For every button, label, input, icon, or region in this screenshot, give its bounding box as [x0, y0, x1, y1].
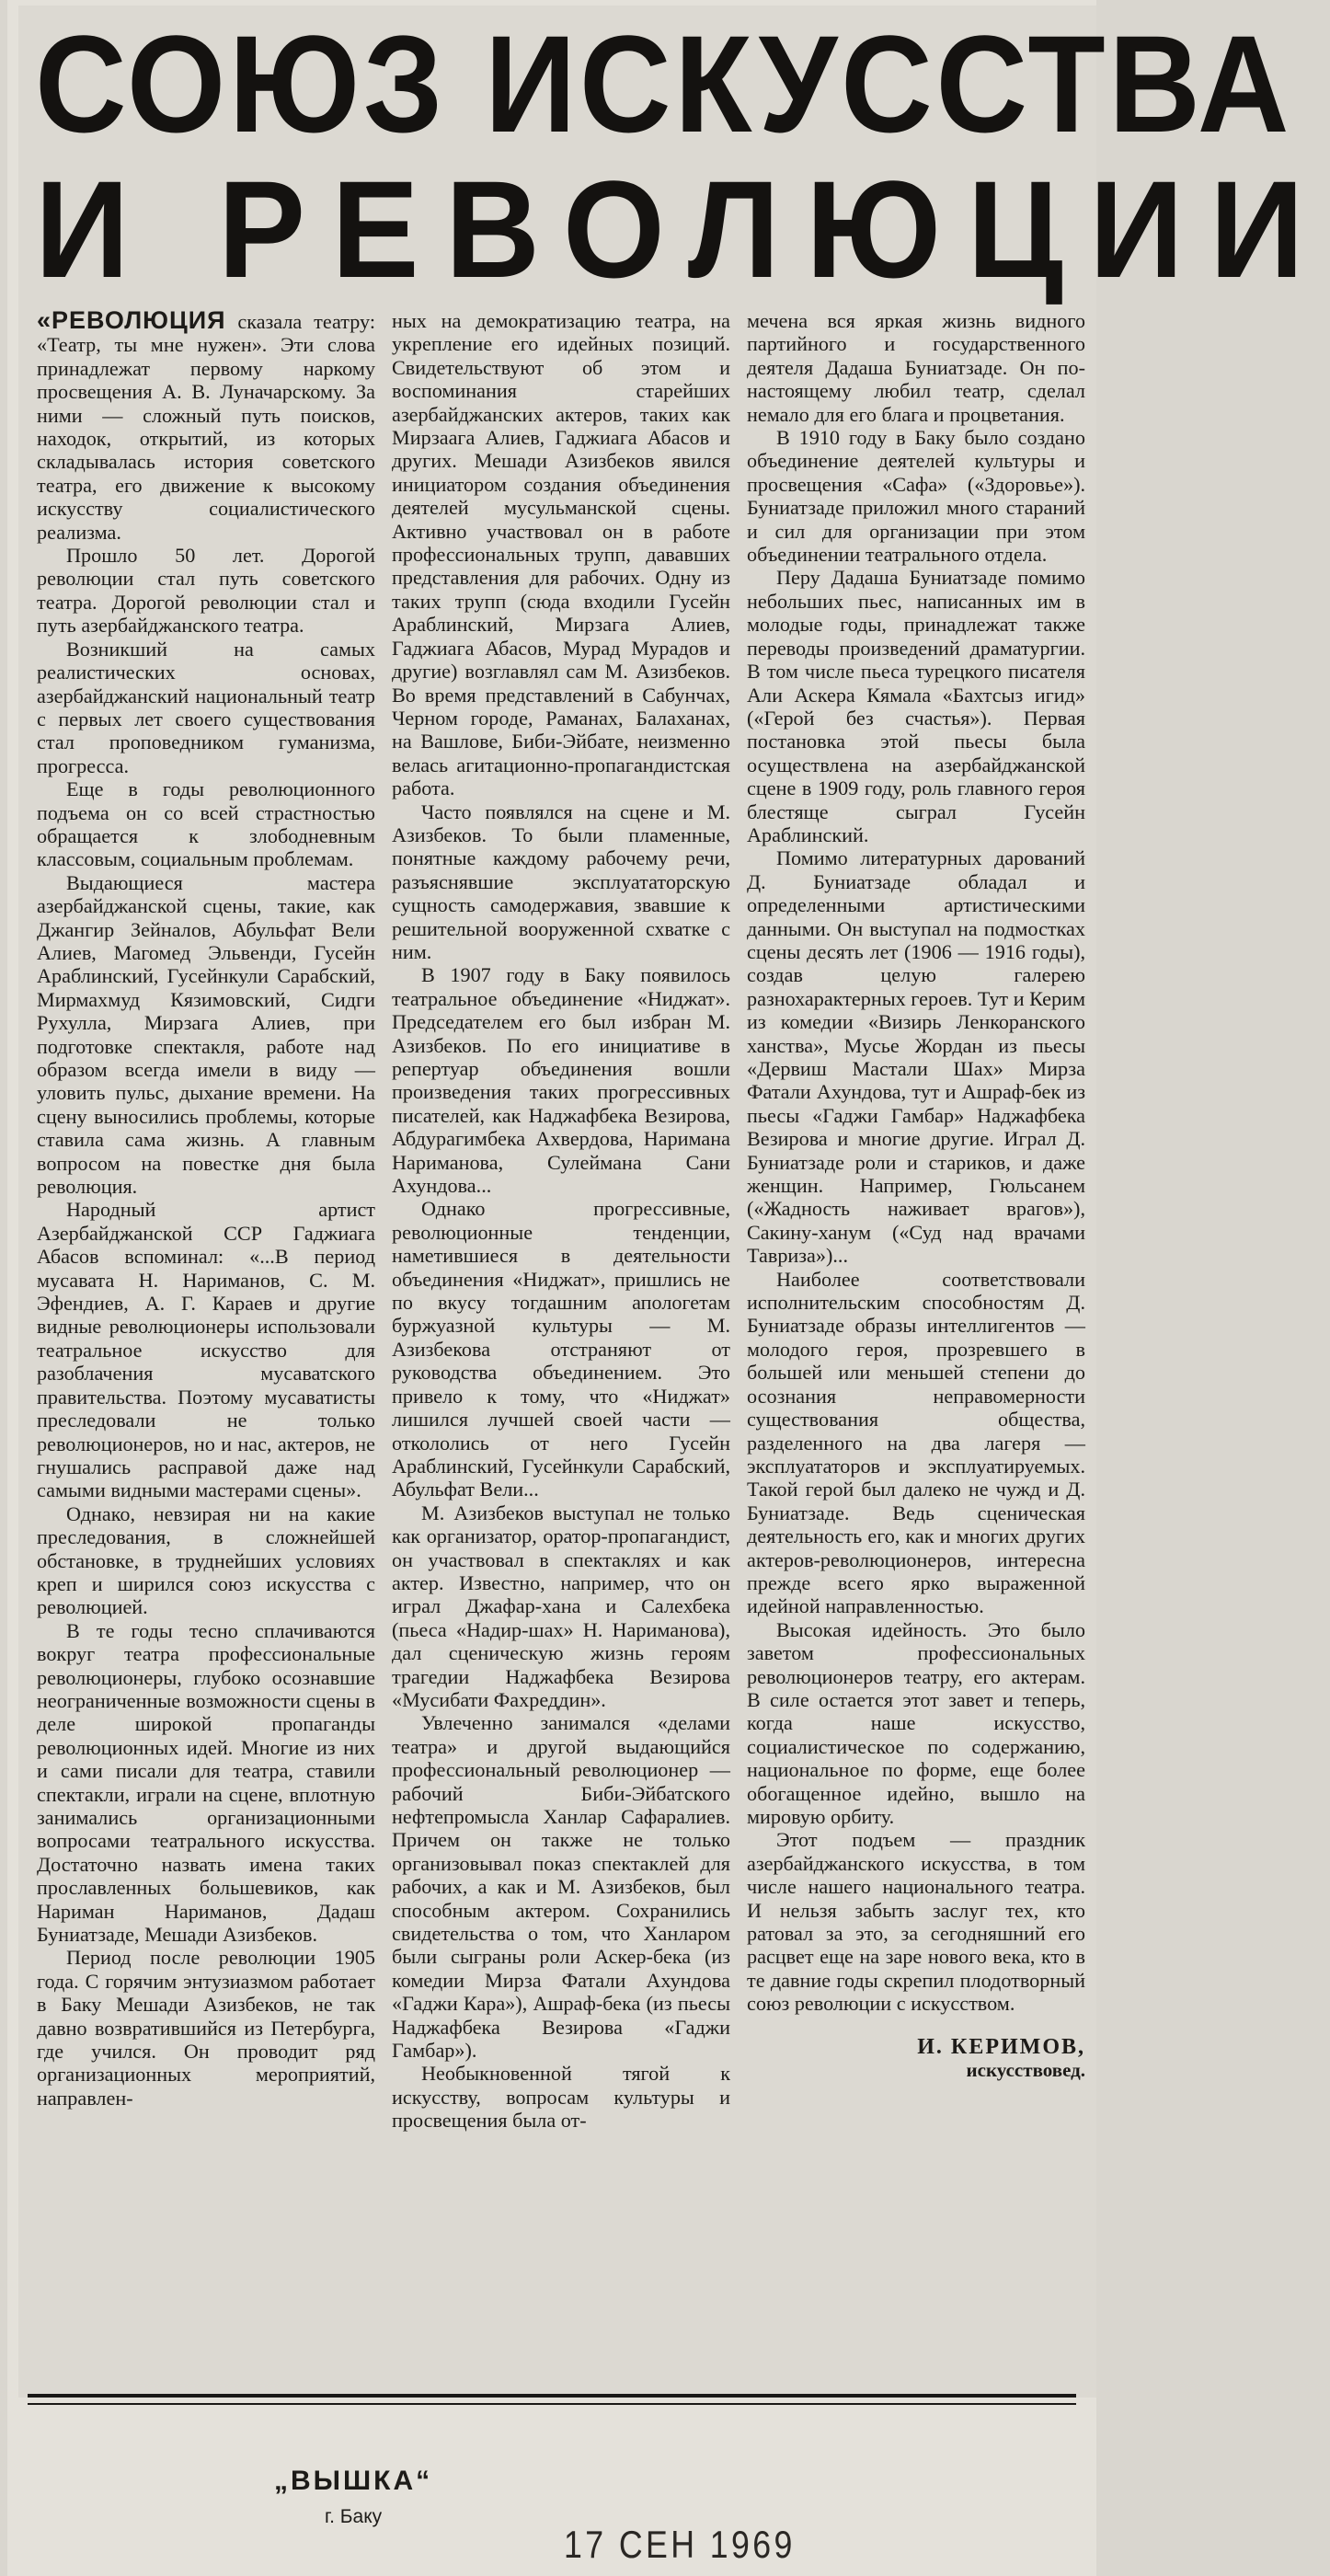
paragraph-text: мечена вся яркая жизнь видного партийного и государственного деятеля Дадаша Буниатзаде. Он по-настоящему любил театр, сделал немало для его блага и процветания.	[747, 309, 1085, 426]
paragraph-text: Перу Дадаша Буниатзаде помимо небольших пьес, написанных им в молодые годы, принадлежат также переводы произведений драматургии. В том числе пьеса турецкого писателя Али Аскера Кямала «Бахтсыз игид» («Герой без счастья»). Первая постановка этой пьесы была осуществлена на азербайджанской сцене в 1909 году, роль главного героя блестяще сыграл Гусейн Араблинский.	[747, 566, 1085, 846]
article-paragraph	[392, 1197, 730, 1501]
paragraph-text: Наиболее соответствовали исполнительским способностям Д. Буниатзаде образы интеллигентов — молодого героя, прозревшего в большей или меньшей степени до осознания неправомерности существования общества, разделенного на два лагеря — эксплуататоров и эксплуатируемых. Такой герой был далеко не чужд и Д. Буниатзаде. Ведь сценическая деятельность его, как и многих других актеров-революционеров, интересна прежде всего ярко выраженной идейной направленностью.	[747, 1267, 1085, 1618]
article-paragraph	[392, 963, 730, 1197]
author-signature	[747, 2036, 1085, 2083]
column-3-paragraphs	[747, 309, 1085, 2016]
article-paragraph	[747, 1618, 1085, 1829]
headline-line-2: И РЕВОЛЮЦИИ	[35, 152, 1330, 306]
paragraph-text: Необыкновенной тягой к искусству, вопросам культуры и просвещения была от-	[392, 2062, 730, 2133]
article-paragraph	[747, 309, 1085, 426]
date-stamp: 17 СЕН 1969	[564, 2523, 796, 2566]
article-body	[37, 306, 1085, 2186]
paragraph-text: Увлеченно занимался «делами театра» и другой выдающийся профессиональный революционер — рабочий Биби-Эйбатского нефтепромысла Ханлар Сафаралиев. Причем он также не только организовывал показ спектаклей для рабочих, а как и М. Азизбеков, был способным актером. Сохранились свидетельства о том, что Ханларом были сыграны роли Аскер-бека (из комедии Мирза Фатали Ахундова «Гаджи Кара»), Ашраф-бека (из пьесы Наджафбека Везирова «Гаджи Гамбар»).	[392, 1711, 730, 2063]
paragraph-text: Этот подъем — праздник азербайджанского искусства, в том числе нашего национального театра. И нельзя забыть заслуг тех, кто ратовал за это, за сегодняшний его расцвет еще на заре нового века, кто в те давние годы скрепил плодотворный союз революции с искусством.	[747, 1828, 1085, 2016]
bottom-rule-thin	[28, 2403, 1076, 2405]
paragraph-text: Часто появлялся на сцене и М. Азизбеков. То были пламенные, понятные каждому рабочему речи, разъяснявшие эксплуататорскую сущность самодержавия, звавшие к решительной вооруженной схватке с ним.	[392, 799, 730, 963]
article-paragraph	[37, 306, 375, 544]
paragraph-text: Помимо литературных дарований Д. Буниатзаде обладал и определенными артистическими данными. Он выступал на подмостках сцены десять лет (1906 — 1916 годы), создав целую галерею разнохарактерных героев. Тут и Керим из комедии «Визирь Ленкоранского ханства», Мусье Жордан из пьесы «Дервиш Мастали Шах» Мирза Фатали Ахундова, тут и Ашраф-бек из пьесы «Гаджи Гамбар» Наджафбека Везирова и многие другие. Играл Д. Буниатзаде роли и стариков, и даже женщин. Например, Гюльсанем («Жадность наживает врагов»), Сакину-ханум («Суд над врачами Тавриза»)...	[747, 846, 1085, 1268]
article-paragraph	[37, 777, 375, 871]
source-label	[274, 2466, 432, 2528]
article-paragraph	[37, 1198, 375, 1501]
article-paragraph	[392, 309, 730, 800]
article-column-1	[37, 306, 375, 2186]
author-role: искусствовед.	[966, 2059, 1085, 2082]
article-paragraph	[37, 1619, 375, 1947]
article-paragraph	[37, 871, 375, 1199]
paragraph-text: Возникший на самых реалистических основах, азербайджанский национальный театр с первых лет своего существования стал проповедником гуманизма, прогресса.	[37, 637, 375, 777]
paragraph-text: Период после революции 1905 года. С горячим энтузиазмом работает в Баку Мешади Азизбеков, не так давно возвратившийся из Петербурга, где учился. Он проводит ряд организационных мероприятий, направлен-	[37, 1946, 375, 2110]
article-paragraph	[747, 1828, 1085, 2015]
article-column-2	[392, 309, 730, 2186]
paragraph-text: Еще в годы революционного подъема он со всей страстностью обращается к злободневным классовым, социальным проблемам.	[37, 777, 375, 871]
article-paragraph	[392, 800, 730, 964]
paragraph-text: сказала театру: «Театр, ты мне нужен». Эти слова принадлежат первому наркому просвещения А. В. Луначарскому. За ними — сложный путь поисков, находок, открытий, из которых складывалась история советского театра, его движение к высокому искусству социалистического реализма.	[37, 310, 375, 544]
paragraph-text: ных на демократизацию театра, на укрепление его идейных позиций. Свидетельствуют об этом и воспоминания старейших азербайджанских актеров, таких как Мирзаага Алиев, Гаджиага Абасов и других. Мешади Азизбеков явился инициатором создания объединения деятелей мусульманской сцены. Активно участвовал он в работе профессиональных трупп, дававших представления для рабочих. Одну из таких трупп (сюда входили Гусейн Араблинский, Мирзага Алиев, Гаджиага Абасов, Мурад Мурадов и другие) возглавлял сам М. Азизбеков. Во время представлений в Сабунчах, Черном городе, Раманах, Балаханах, на Вашлове, Биби-Эйбате, неизменно велась агитационно-пропагандистская работа.	[392, 309, 730, 800]
article-paragraph	[747, 426, 1085, 566]
article-paragraph	[747, 1268, 1085, 1618]
bottom-rule-thick	[28, 2394, 1076, 2398]
article-paragraph	[747, 566, 1085, 846]
lead-word: «РЕВОЛЮЦИЯ	[37, 306, 226, 334]
article-paragraph	[747, 846, 1085, 1267]
article-paragraph	[37, 1502, 375, 1619]
paragraph-text: В 1910 году в Баку было создано объединение деятелей культуры и просвещения «Сафа» («Здоровье»). Буниатзаде приложил много стараний и сил для организации при этом объединении театрального отдела.	[747, 426, 1085, 567]
paragraph-text: Прошло 50 лет. Дорогой революции стал путь советского театра. Дорогой революции стал и путь азербайджанского театра.	[37, 544, 375, 638]
article-paragraph	[392, 1711, 730, 2062]
paragraph-text: М. Азизбеков выступал не только как организатор, оратор-пропагандист, он участвовал в спектаклях и как актер. Известно, например, что он играл Джафар-хана и Салехбека (пьеса «Надир-шах» Н. Нариманова), дал сценическую жизнь героям трагедии Наджафбека Везирова «Мусибати Фахреддин».	[392, 1501, 730, 1711]
article-paragraph	[392, 1501, 730, 1712]
article-paragraph	[37, 1946, 375, 2110]
headline-line-1: СОЮЗ ИСКУССТВА	[35, 6, 1293, 161]
paragraph-text: Однако, невзирая ни на какие преследования, в сложнейшей обстановке, в труднейших условиях креп и ширился союз искусства с революцией.	[37, 1501, 375, 1619]
author-name: И. КЕРИМОВ,	[917, 2034, 1085, 2059]
newspaper-city: г. Баку	[325, 2506, 383, 2527]
newspaper-clipping	[18, 6, 1330, 2398]
paragraph-text: В 1907 году в Баку появилось театральное объединение «Ниджат». Председателем его был избран М. Азизбеков. По его инициативе в репертуар объединения вошли произведения таких прогрессивных писателей, как Наджафбека Везирова, Абдурагимбека Ахвердова, Наримана Нариманова, Сулеймана Сани Ахундова...	[392, 963, 730, 1198]
paragraph-text: В те годы тесно сплачиваются вокруг театра профессиональные революционеры, глубоко осознавшие неограниченные возможности сцены в деле широкой пропаганды революционных идей. Многие из них и сами писали для театра, ставили спектакли, играли на сцене, вплотную занимались организационными вопросами театрального искусства. Достаточно назвать имена таких прославленных большевиков, как Нариман Нариманов, Дадаш Буниатзаде, Мешади Азизбеков.	[37, 1618, 375, 1947]
article-paragraph	[37, 638, 375, 777]
article-column-3	[747, 309, 1085, 2186]
paragraph-text: Народный артист Азербайджанской ССР Гаджиага Абасов вспоминал: «...В период мусавата Н. Нариманов, С. М. Эфендиев, А. Г. Караев и другие видные революционеры использовали театральное искусство для разоблачения мусаватского правительства. Поэтому мусаватисты преследовали не только революционеров, но и нас, актеров, не гнушались расправой даже над самыми видными мастерами сцены».	[37, 1198, 375, 1502]
archive-sheet	[7, 0, 1330, 2576]
article-paragraph	[37, 544, 375, 638]
paragraph-text: Высокая идейность. Это было заветом профессиональных революционеров театру, его актерам. В силе остается этот завет и теперь, когда наше искусство, социалистическое по содержанию, национальное по форме, еще более обогащенное идейно, вышло на мировую орбиту.	[747, 1617, 1085, 1828]
paragraph-text: Однако прогрессивные, революционные тенденции, наметившиеся в деятельности объединения «Ниджат», пришлись не по вкусу тогдашним апологетам буржуазной культуры — М. Азизбекова отстраняют от руководства объединением. Это привело к тому, что «Ниджат» лишился лучшей своей части — откололись от него Гусейн Араблинский, Гусейнкули Сарабский, Абульфат Вели...	[392, 1197, 730, 1501]
paragraph-text: Выдающиеся мастера азербайджанской сцены, такие, как Джангир Зейналов, Абульфат Вели Алиев, Магомед Эльвенди, Гусейн Араблинский, Гусейнкули Сарабский, Мирмахмуд Кязимовский, Сидги Рухулла, Мирзага Алиев, при подготовке спектакля, работе над образом всегда имели в виду — уловить пульс, дыхание времени. На сцену выносились проблемы, которые ставила сама жизнь. А главным вопросом на повестке дня была революция.	[37, 870, 375, 1199]
newspaper-name: „ВЫШКА“	[274, 2466, 433, 2496]
article-paragraph	[392, 2062, 730, 2132]
